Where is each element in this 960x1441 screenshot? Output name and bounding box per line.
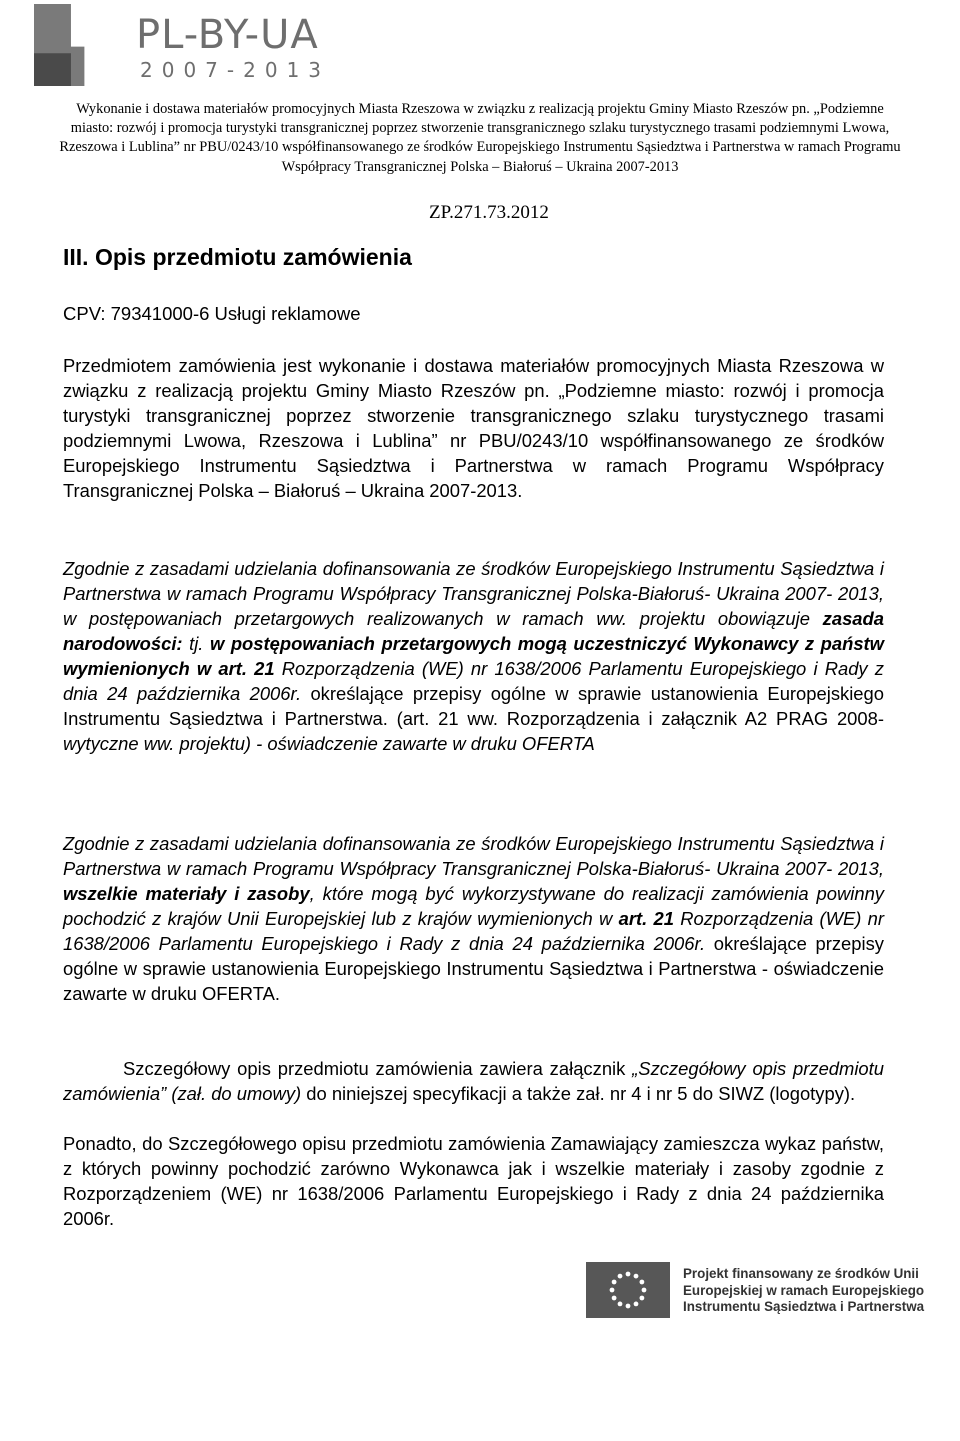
paragraph-origin-rule [63, 831, 884, 1006]
paragraph-detailed-description [63, 1056, 884, 1106]
text-run: , które mogą być wykorzystywane do realizacji zamówienia powinny pochodzić z krajów Unii Europejskiej lub z krajów wymienionych w [63, 883, 885, 929]
bold-text-run: wszelkie materiały i zasoby [63, 883, 310, 904]
text-run: do niniejszej specyfikacji a także zał. nr 4 i nr 5 do SIWZ (logotypy). [301, 1083, 856, 1104]
text-run: tj. [182, 633, 210, 654]
bold-text-run: zasada narodowości: [63, 608, 884, 654]
section-title: III. Opis przedmiotu zamówienia [63, 244, 412, 270]
programme-logo-text [136, 12, 330, 82]
logo-title: PL-BY-UA [136, 12, 319, 58]
text-run: Szczegółowy opis przedmiotu zamówienia zawiera załącznik [123, 1058, 633, 1079]
upright-text-run: określające przepisy ogólne w sprawie ustanowienia Europejskiego Instrumentu Sąsiedztwa i Partnerstwa - oświadczenie zawarte w druku OFERTA. [63, 933, 884, 1004]
cpv-line: CPV: 79341000-6 Usługi reklamowe [63, 303, 361, 324]
bold-text-run: art. 21 [618, 908, 674, 929]
text-run: wytyczne ww. projektu) - oświadczenie zawarte w druku OFERTA [63, 733, 595, 754]
bold-text-run: w postępowaniach przetargowych mogą uczestniczyć Wykonawcy z państw wymienionych w art. 21 [63, 633, 884, 679]
caption-line: Instrumentu Sąsiedztwa i Partnerstwa [683, 1299, 925, 1315]
logo-years: 2007-2013 [140, 58, 331, 82]
eu-funding-caption [683, 1266, 924, 1316]
paragraph-country-list: Ponadto, do Szczegółowego opisu przedmiotu zamówienia Zamawiający zamieszcza wykaz państw, z których powinny pochodzić zarówno Wykonawca jak i wszelkie materiały i zasoby zgodnie z Rozporządzeniem (WE) nr 1638/2006 Parlamentu Europejskiego i Rady z dnia 24 października 2006r. [63, 1133, 884, 1229]
paragraph-nationality-rule [63, 556, 884, 756]
text-run: Rozporządzenia (WE) nr 1638/2006 Parlamentu Europejskiego i Rady z dnia 24 października 2006r. [63, 908, 884, 954]
text-run: Zgodnie z zasadami udzielania dofinansowania ze środków Europejskiego Instrumentu Sąsiedztwa i Partnerstwa w ramach Programu Współpracy Transgranicznej Polska-Białoruś- Ukraina 2007- 2013, w postępowaniach przetargowych realizowanych w ramach ww. projektu obowiązuje [63, 558, 884, 629]
programme-logo-icon [34, 4, 118, 86]
caption-line: Europejskiej w ramach Europejskiego [683, 1282, 925, 1298]
text-run: Zgodnie z zasadami udzielania dofinansowania ze środków Europejskiego Instrumentu Sąsiedztwa i Partnerstwa w ramach Programu Współpracy Transgranicznej Polska-Białoruś- Ukraina 2007- 2013, [63, 833, 884, 879]
header-note: Wykonanie i dostawa materiałów promocyjnych Miasta Rzeszowa w związku z realizacją projektu Gminy Miasto Rzeszów pn. „Podziemne miasto: rozwój i promocja turystyki transgranicznej poprzez stworzenie transgranicznego szlaku turystycznego trasami podziemnymi Lwowa, Rzeszowa i Lublina” nr PBU/0243/10 współfinansowanego ze środków Europejskiego Instrumentu Sąsiedztwa i Partnerstwa w ramach Programu Współpracy Transgranicznej Polska – Białoruś – Ukraina 2007-2013 [59, 101, 901, 175]
eu-flag-icon [586, 1262, 670, 1318]
reference-number: ZP.271.73.2012 [429, 202, 549, 223]
upright-text-run: określające przepisy ogólne w sprawie ustanowienia Europejskiego Instrumentu Sąsiedztwa i Partnerstwa. (art. 21 ww. Rozporządzenia i załącznik A2 PRAG 2008- [63, 683, 884, 729]
paragraph-subject: Przedmiotem zamówienia jest wykonanie i dostawa materiałów promocyjnych Miasta Rzeszowa w związku z realizacją projektu Gminy Miasto Rzeszów pn. „Podziemne miasto: rozwój i promocja turystyki transgranicznej poprzez stworzenie transgranicznego szlaku turystycznego trasami podziemnymi Lwowa, Rzeszowa i Lublina” nr PBU/0243/10 współfinansowanego ze środków Europejskiego Instrumentu Sąsiedztwa i Partnerstwa w ramach Programu Współpracy Transgranicznej Polska – Białoruś – Ukraina 2007-2013. [63, 355, 884, 501]
text-run: Rozporządzenia (WE) nr 1638/2006 Parlamentu Europejskiego i Rady z dnia 24 października 2006r. [63, 658, 884, 704]
italic-text-run: „Szczegółowy opis przedmiotu zamówienia” (zał. do umowy) [63, 1058, 885, 1104]
caption-line: Projekt finansowany ze środków Unii [683, 1266, 919, 1281]
